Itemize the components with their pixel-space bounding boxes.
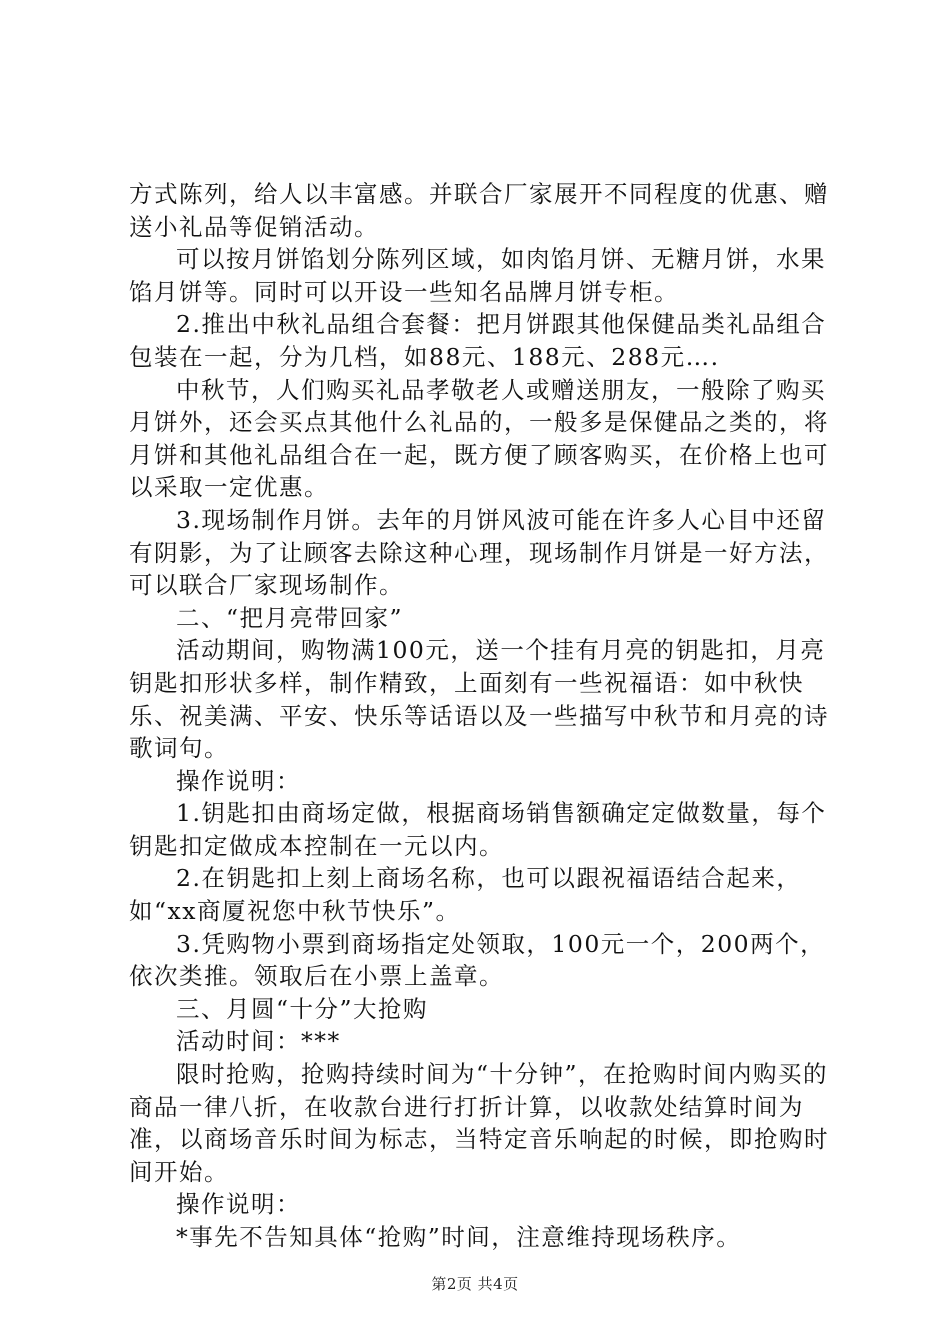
activity-time: 活动时间：*** — [176, 1027, 341, 1056]
paragraph-5: 3.现场制作月饼。去年的月饼风波可能在许多人心目中还留有阴影，为了让顾客去除这种心理，现场制作月饼是一好方法，可以联合厂家现场制作。 — [129, 505, 829, 600]
paragraph-1: 方式陈列，给人以丰富感。并联合厂家展开不同程度的优惠、赠送小礼品等促销活动。 — [129, 180, 829, 241]
paragraph-16: *事先不告知具体“抢购”时间，注意维持现场秩序。 — [176, 1223, 742, 1251]
paragraph-10: 2.在钥匙扣上刻上商场名称，也可以跟祝福语结合起来，如“xx商厦祝您中秋节快乐”。 — [129, 864, 802, 926]
document-body — [129, 178, 849, 1254]
section-heading-2: 二、“把月亮带回家” — [176, 603, 404, 632]
page-footer: 第2页 共4页 — [431, 1275, 519, 1293]
paragraph-11: 3.凭购物小票到商场指定处领取，100元一个，200两个，依次类推。领取后在小票上盖章。 — [129, 929, 826, 991]
paragraph-14: 限时抢购，抢购持续时间为“十分钟”，在抢购时间内购买的商品一律八折，在收款台进行打折计算，以收款处结算时间为准，以商场音乐时间为标志，当特定音乐响起的时候，即抢购时间开始。 — [129, 1060, 829, 1186]
operation-notes-heading-1: 操作说明： — [176, 766, 301, 795]
paragraph-9: 1.钥匙扣由商场定做，根据商场销售额确定定做数量，每个钥匙扣定做成本控制在一元以内。 — [129, 799, 827, 860]
paragraph-4: 中秋节，人们购买礼品孝敬老人或赠送朋友，一般除了购买月饼外，还会买点其他什么礼品的，一般多是保健品之类的，将月饼和其他礼品组合在一起，既方便了顾客购买，在价格上也可以采取一定优惠。 — [129, 375, 829, 502]
paragraph-2: 可以按月饼馅划分陈列区域，如肉馅月饼、无糖月饼，水果馅月饼等。同时可以开设一些知名品牌月饼专柜。 — [129, 245, 826, 306]
section-heading-3: 三、月圆“十分”大抢购 — [176, 994, 429, 1023]
paragraph-3: 2.推出中秋礼品组合套餐：把月饼跟其他保健品类礼品组合包装在一起，分为几档，如88元、188元、288元…. — [129, 310, 827, 371]
paragraph-7: 活动期间，购物满100元，送一个挂有月亮的钥匙扣，月亮钥匙扣形状多样，制作精致，上面刻有一些祝福语：如中秋快乐、祝美满、平安、快乐等话语以及一些描写中秋节和月亮的诗歌词句。 — [129, 636, 829, 763]
operation-notes-heading-2: 操作说明： — [176, 1190, 301, 1219]
